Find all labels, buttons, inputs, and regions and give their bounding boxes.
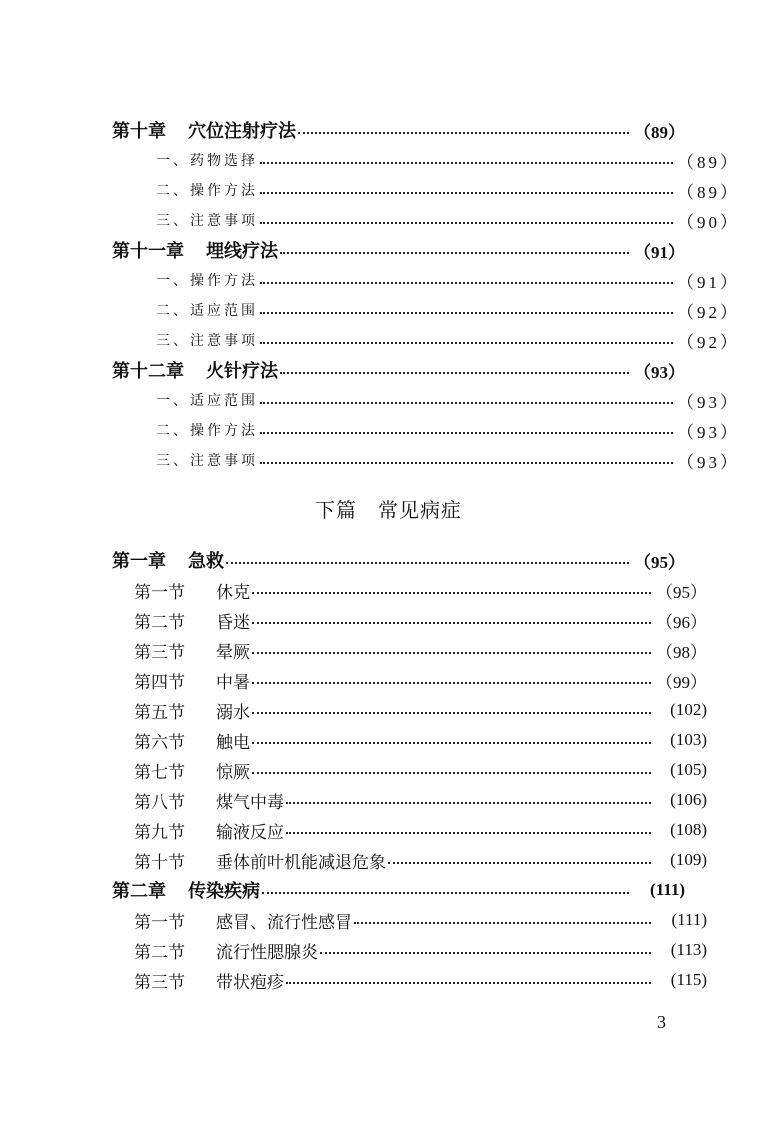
dot-leader [252,622,651,624]
page-number: 3 [657,1012,666,1032]
dot-leader [260,312,673,314]
entry-number: 一、 [156,153,190,169]
entry-number: 第十节 [134,852,185,873]
entry-page: (111) [671,910,707,929]
toc-entry[interactable] [112,265,740,295]
entry-number: 第四节 [134,672,185,693]
entry-page: (111) [650,880,685,899]
toc-entry[interactable] [112,755,707,785]
toc-entry[interactable] [112,355,685,385]
entry-page: （93） [677,422,740,442]
toc-entry[interactable] [112,205,740,235]
entry-number: 二、 [156,423,190,439]
entry-page: （89） [677,182,740,202]
dot-leader [260,282,673,284]
entry-number: 第十一章 [112,241,184,262]
dot-leader [252,682,651,684]
dot-leader [252,652,651,654]
entry-number: 一、 [156,273,190,289]
entry-title: 感冒、流行性感冒 [216,912,352,933]
entry-title: 适应范围 [190,303,258,319]
entry-number: 三、 [156,213,190,229]
entry-page: （96） [656,612,707,632]
entry-number: 三、 [156,453,190,469]
entry-number: 第九节 [134,822,185,843]
toc-entry[interactable] [112,695,707,725]
dot-leader [286,982,651,984]
entry-number: 二、 [156,303,190,319]
entry-page: （95） [634,552,685,572]
entry-page: （93） [677,452,740,472]
dot-leader [252,712,651,714]
toc-entry[interactable] [112,445,740,475]
entry-page: （89） [634,122,685,142]
toc-entry[interactable] [112,905,707,935]
toc-entry[interactable] [112,385,740,415]
entry-number: 第一节 [134,912,185,933]
dot-leader [226,562,629,564]
entry-number: 第一节 [134,582,185,603]
entry-number: 第二节 [134,612,185,633]
entry-page: (108) [670,820,707,839]
entry-page: （91） [634,242,685,262]
toc-entry[interactable] [112,635,707,665]
entry-page: (115) [670,970,707,989]
entry-page: （92） [677,302,740,322]
entry-title: 带状疱疹 [216,972,284,993]
dot-leader [354,922,651,924]
entry-number: 第六节 [134,732,185,753]
toc-entry[interactable] [112,575,707,605]
entry-number: 第八节 [134,792,185,813]
dot-leader [260,162,673,164]
dot-leader [280,372,629,374]
entry-title: 操作方法 [190,273,258,289]
entry-number: 第五节 [134,702,185,723]
dot-leader [252,772,651,774]
entry-page: (105) [670,760,707,779]
dot-leader [298,132,629,134]
toc-entry[interactable] [112,815,707,845]
entry-title: 中暑 [216,672,250,693]
toc-entry[interactable] [112,545,685,575]
toc-entry[interactable] [112,845,707,875]
toc-entry[interactable] [112,175,740,205]
entry-number: 第二节 [134,942,185,963]
toc-entry[interactable] [112,725,707,755]
dot-leader [286,832,651,834]
entry-number: 二、 [156,183,190,199]
entry-title: 输液反应 [216,822,284,843]
toc-entry[interactable] [112,665,707,695]
entry-title: 溺水 [216,702,250,723]
entry-page: （95） [656,582,707,602]
dot-leader [252,742,651,744]
toc-entry[interactable] [112,605,707,635]
dot-leader [260,462,673,464]
dot-leader [260,192,673,194]
entry-number: 第三节 [134,642,185,663]
toc-entry[interactable] [112,935,707,965]
entry-page: （92） [677,332,740,352]
toc-entry[interactable] [112,295,740,325]
toc-entry[interactable] [112,235,685,265]
entry-title: 埋线疗法 [206,241,278,262]
entry-title: 适应范围 [190,393,258,409]
entry-title: 流行性腮腺炎 [216,942,318,963]
entry-number: 第七节 [134,762,185,783]
entry-number: 第十章 [112,121,166,142]
dot-leader [388,862,651,864]
entry-page: (103) [670,730,707,749]
entry-title: 注意事项 [190,453,258,469]
entry-title: 惊厥 [216,762,250,783]
dot-leader [252,592,651,594]
entry-number: 第十二章 [112,361,184,382]
entry-title: 垂体前叶机能减退危象 [216,852,386,873]
toc-entry[interactable] [112,965,707,995]
entry-title: 煤气中毒 [216,792,284,813]
entry-title: 操作方法 [190,183,258,199]
entry-title: 触电 [216,732,250,753]
dot-leader [260,432,673,434]
entry-page: （91） [677,272,740,292]
entry-number: 第三节 [134,972,185,993]
entry-title: 昏迷 [216,612,250,633]
entry-page: (106) [670,790,707,809]
toc-entry[interactable] [112,115,685,145]
toc-entry[interactable] [112,875,685,905]
toc-entry[interactable] [112,325,740,355]
toc-entry[interactable] [112,415,740,445]
entry-title: 操作方法 [190,423,258,439]
dot-leader [260,342,673,344]
entry-title: 休克 [216,582,250,603]
dot-leader [260,222,673,224]
entry-page: （93） [634,362,685,382]
entry-number: 第二章 [112,881,166,902]
entry-title: 火针疗法 [206,361,278,382]
entry-number: 三、 [156,333,190,349]
toc-entry[interactable] [112,145,740,175]
entry-page: (102) [670,700,707,719]
entry-page: （99） [656,672,707,692]
entry-title: 注意事项 [190,213,258,229]
entry-number: 第一章 [112,551,166,572]
toc-entry[interactable] [112,785,707,815]
entry-title: 传染疾病 [188,881,260,902]
entry-title: 注意事项 [190,333,258,349]
dot-leader [286,802,651,804]
dot-leader [320,952,651,954]
dot-leader [262,892,629,894]
entry-number: 一、 [156,393,190,409]
entry-page: （90） [677,212,740,232]
entry-page: (109) [670,850,707,869]
entry-page: （93） [677,392,740,412]
entry-title: 药物选择 [190,153,258,169]
part-heading: 下篇 常见病症 [315,498,462,522]
entry-title: 急救 [188,551,224,572]
entry-page: （98） [656,642,707,662]
entry-page: (113) [670,940,707,959]
dot-leader [260,402,673,404]
entry-page: （89） [677,152,740,172]
dot-leader [280,252,629,254]
entry-title: 晕厥 [216,642,250,663]
entry-title: 穴位注射疗法 [188,121,296,142]
